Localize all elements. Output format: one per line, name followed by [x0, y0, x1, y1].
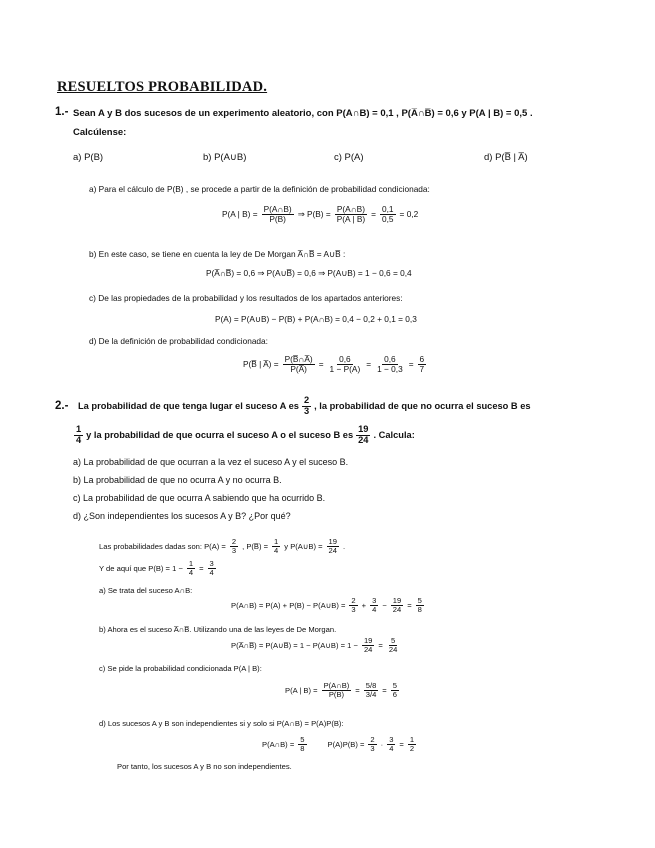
sol-2d-frac2: $\frac{2}{3}$: [370, 735, 375, 753]
problem-2-line2: [73, 425, 415, 446]
sol-2d-eq2: P(A)P(B) =: [327, 739, 365, 749]
sol-2d-eq1: P(A∩B) =: [262, 739, 295, 749]
sol-2d-text: d) Los sucesos A y B son independientes si y solo si P(A∩B) = P(A)P(B):: [99, 719, 344, 728]
sol-1d-eq3: =: [408, 359, 414, 370]
sol-1d-frac1: $\frac{P(B̅\cap A̅)}{P(A̅)}$: [284, 354, 313, 374]
option-d: d) P(B̅ | A̅): [484, 152, 528, 163]
sol-1a-mid: ⇒ P(B) =: [297, 209, 331, 220]
sol-2c-equation: [285, 682, 400, 699]
sol-1a-frac3: $\frac{0,1}{0,5}$: [382, 204, 394, 224]
question-2d: d) ¿Son independientes los sucesos A y B? ¿Por qué?: [73, 511, 291, 521]
sol-2b-frac1: $\frac{19}{24}$: [363, 636, 373, 654]
sol-1a-result: = 0,2: [399, 209, 419, 220]
sol-1d-lhs: P(B̅ | A̅) =: [243, 359, 279, 370]
sol-2-given-frac2: $\frac{1}{4}$: [274, 537, 279, 555]
sol-2a-plus: +: [361, 600, 367, 610]
sol-2-given-c: y P(A∪B) =: [284, 541, 323, 551]
sol-2a-eq: P(A∩B) = P(A) + P(B) − P(A∪B) =: [231, 600, 346, 610]
sol-1c-text: c) De las propiedades de la probabilidad y los resultados de los apartados anteriores:: [89, 293, 403, 303]
sol-1d-frac3: $\frac{0,6}{1 - 0,3}$: [377, 354, 403, 374]
sol-1d-text: d) De la definición de probabilidad condicionada:: [89, 336, 268, 346]
sol-2-pb-frac1: $\frac{1}{4}$: [188, 559, 194, 577]
sol-2d-equation: [262, 736, 417, 753]
sol-2c-frac1: $\frac{P(A\cap B)}{P(B)}$: [323, 681, 350, 699]
sol-2a-frac2: $\frac{3}{4}$: [372, 596, 377, 614]
sol-2b-eq2: =: [378, 640, 383, 650]
problem-1-calculate: Calcúlense:: [73, 127, 127, 138]
sol-2d-eq3: =: [399, 739, 404, 749]
sol-2c-frac2: $\frac{5/8}{3/4}$: [365, 681, 377, 699]
sol-2-pb-a: Y de aquí que P(B) = 1 −: [99, 563, 183, 573]
sol-2d-frac4: $\frac{1}{2}$: [409, 735, 415, 753]
sol-2d-frac1: $\frac{5}{8}$: [300, 735, 305, 753]
sol-1c-equation: P(A) = P(A∪B) − P(B) + P(A∩B) = 0,4 − 0,2 + 0,1 = 0,3: [215, 314, 417, 324]
problem-1-number: 1.-: [55, 106, 69, 118]
sol-1a-equation: [222, 205, 418, 223]
sol-2a-minus: −: [382, 600, 387, 610]
sol-1a-lhs: P(A | B) =: [222, 209, 258, 220]
sol-2-pb-eq: =: [199, 563, 204, 573]
sol-1b-equation: P(A̅∩B̅) = 0,6 ⇒ P(A∪B̅) = 0,6 ⇒ P(A∪B) = 1 − 0,6 = 0,4: [206, 268, 412, 278]
problem-2-number: 2.-: [55, 400, 69, 412]
sol-2b-frac2: $\frac{5}{24}$: [388, 636, 398, 654]
sol-1a-eq: =: [371, 209, 376, 220]
sol-2c-text: c) Se pide la probabilidad condicionada P(A | B):: [99, 664, 262, 673]
sol-2-pb-frac2: $\frac{3}{4}$: [209, 559, 214, 577]
sol-2-given-b: , P(B̅) =: [242, 541, 269, 551]
option-a: a) P(B): [73, 152, 104, 163]
sol-2a-frac3: $\frac{19}{24}$: [392, 596, 402, 614]
question-2c: c) La probabilidad de que ocurra A sabiendo que ha ocurrido B.: [73, 493, 326, 503]
sol-2c-eq2: =: [382, 685, 387, 695]
sol-2a-eq2: =: [407, 600, 412, 610]
sol-2d-frac3: $\frac{3}{4}$: [389, 735, 394, 753]
problem-1-statement-b: P(A∩B) = 0,1 , P(A̅∩B̅) = 0,6 y P(A | B) = 0,5 .: [336, 108, 533, 119]
sol-2-given-a: Las probabilidades dadas son: P(A) =: [99, 541, 226, 551]
problem-2-line2-a: y la probabilidad de que ocurra el suceso A o el suceso B es: [86, 430, 354, 441]
sol-2a-text: a) Se trata del suceso A∩B:: [99, 586, 193, 595]
problem-2-frac-a: $\frac{2}{3}$: [303, 395, 310, 416]
sol-1a-frac2: $\frac{P(A\cap B)}{P(A | B)}$: [336, 204, 366, 224]
problem-2-line1-a: La probabilidad de que tenga lugar el suceso A es: [78, 401, 299, 412]
sol-2b-eq: P(A̅∩B̅) = P(A∪B̅) = 1 − P(A∪B) = 1 −: [231, 640, 358, 650]
sol-2c-eq1: =: [355, 685, 360, 695]
sol-2-given: [99, 538, 345, 555]
sol-2a-frac4: $\frac{5}{8}$: [417, 596, 422, 614]
sol-2-given-end: .: [343, 541, 346, 551]
question-2a: a) La probabilidad de que ocurran a la vez el suceso A y el suceso B.: [73, 457, 349, 467]
sol-1d-frac2: $\frac{0,6}{1 - P(A)}$: [329, 354, 361, 374]
problem-1-statement-a: Sean A y B dos sucesos de un experimento aleatorio, con: [73, 108, 334, 119]
problem-2-line1: [78, 396, 531, 417]
option-c: c) P(A): [334, 152, 364, 163]
option-b: b) P(A∪B): [203, 152, 247, 163]
problem-2-line1-b: , la probabilidad de que no ocurra el suceso B es: [314, 401, 531, 412]
problem-1-statement: [73, 108, 533, 119]
sol-1b-text: b) En este caso, se tiene en cuenta la ley de De Morgan A̅∩B̅ = A∪B̅ :: [89, 249, 346, 259]
problem-2-frac-c: $\frac{19}{24}$: [358, 424, 369, 445]
sol-2a-equation: [231, 597, 425, 614]
sol-1d-equation: [243, 355, 427, 373]
page-title: RESUELTOS PROBABILIDAD.: [57, 79, 268, 95]
sol-1d-eq2: =: [366, 359, 372, 370]
sol-2b-text: b) Ahora es el suceso A̅∩B̅. Utilizando una de las leyes de De Morgan.: [99, 625, 337, 634]
sol-2-given-frac3: $\frac{19}{24}$: [328, 537, 337, 555]
sol-2c-frac3: $\frac{5}{6}$: [392, 681, 397, 699]
sol-1d-eq1: =: [318, 359, 324, 370]
sol-1a-frac1: $\frac{P(A\cap B)}{P(B)}$: [263, 204, 292, 224]
problem-2-frac-b: $\frac{1}{4}$: [76, 424, 82, 445]
sol-2c-lhs: P(A | B) =: [285, 685, 318, 695]
sol-2-conclusion: Por tanto, los sucesos A y B no son independientes.: [117, 762, 292, 771]
sol-2a-frac1: $\frac{2}{3}$: [351, 596, 356, 614]
sol-2b-equation: [231, 637, 400, 654]
sol-2d-dot: ·: [380, 739, 384, 749]
sol-2-given-frac1: $\frac{2}{3}$: [231, 537, 237, 555]
sol-1d-frac4: $\frac{6}{7}$: [419, 354, 425, 374]
sol-1a-text: a) Para el cálculo de P(B) , se procede a partir de la definición de probabilidad condicionada:: [89, 184, 430, 194]
sol-2-pb: [99, 560, 217, 577]
problem-2-line2-b: . Calcula:: [373, 430, 415, 441]
question-2b: b) La probabilidad de que no ocurra A y no ocurra B.: [73, 475, 282, 485]
